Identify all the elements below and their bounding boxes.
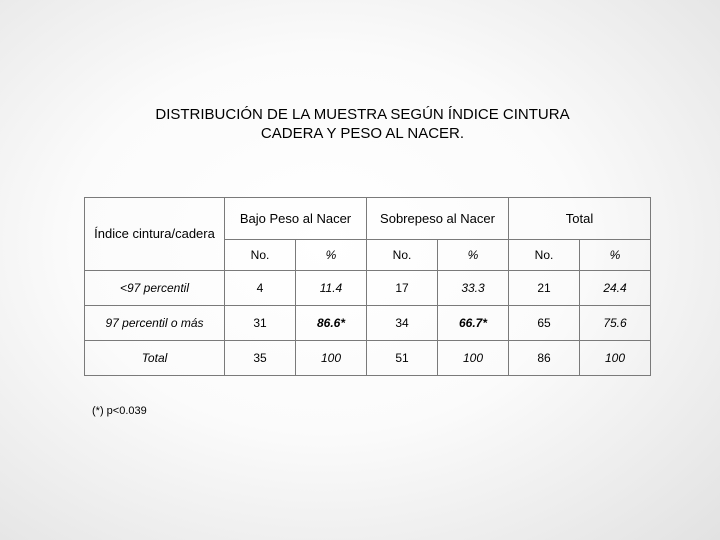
subheader-no: No.: [367, 240, 438, 271]
table-header-group-row: [85, 198, 651, 240]
row-label: <97 percentil: [85, 271, 225, 306]
table-cell: 4: [225, 271, 296, 306]
row-label: Total: [85, 341, 225, 376]
group-header-total: Total: [509, 198, 651, 240]
table-cell: 11.4: [296, 271, 367, 306]
table-cell: 100: [296, 341, 367, 376]
table-cell: 17: [367, 271, 438, 306]
table-row: [85, 306, 651, 341]
subheader-no: No.: [509, 240, 580, 271]
table-cell: 100: [580, 341, 651, 376]
table-cell: 86: [509, 341, 580, 376]
table-cell: 21: [509, 271, 580, 306]
table-row: [85, 341, 651, 376]
table-cell-significant: 86.6*: [296, 306, 367, 341]
slide-title: [60, 105, 665, 143]
table-cell: 31: [225, 306, 296, 341]
group-header-low-weight: Bajo Peso al Nacer: [225, 198, 367, 240]
row-header-index: Índice cintura/cadera: [85, 198, 225, 271]
footnote: (*) p<0.039: [92, 405, 147, 417]
table-cell: 51: [367, 341, 438, 376]
table-row: [85, 271, 651, 306]
table-cell: 65: [509, 306, 580, 341]
table-cell: 35: [225, 341, 296, 376]
table-cell-significant: 66.7*: [438, 306, 509, 341]
distribution-table: [84, 197, 651, 376]
subheader-percent: %: [296, 240, 367, 271]
table-cell: 24.4: [580, 271, 651, 306]
table-cell: 34: [367, 306, 438, 341]
subheader-percent: %: [438, 240, 509, 271]
subheader-percent: %: [580, 240, 651, 271]
table-cell: 33.3: [438, 271, 509, 306]
subheader-no: No.: [225, 240, 296, 271]
title-line-2: CADERA Y PESO AL NACER.: [260, 125, 465, 142]
table-cell: 75.6: [580, 306, 651, 341]
group-header-overweight: Sobrepeso al Nacer: [367, 198, 509, 240]
title-line-1: DISTRIBUCIÓN DE LA MUESTRA SEGÚN ÍNDICE CINTURA: [155, 106, 570, 123]
table-cell: 100: [438, 341, 509, 376]
row-label: 97 percentil o más: [85, 306, 225, 341]
